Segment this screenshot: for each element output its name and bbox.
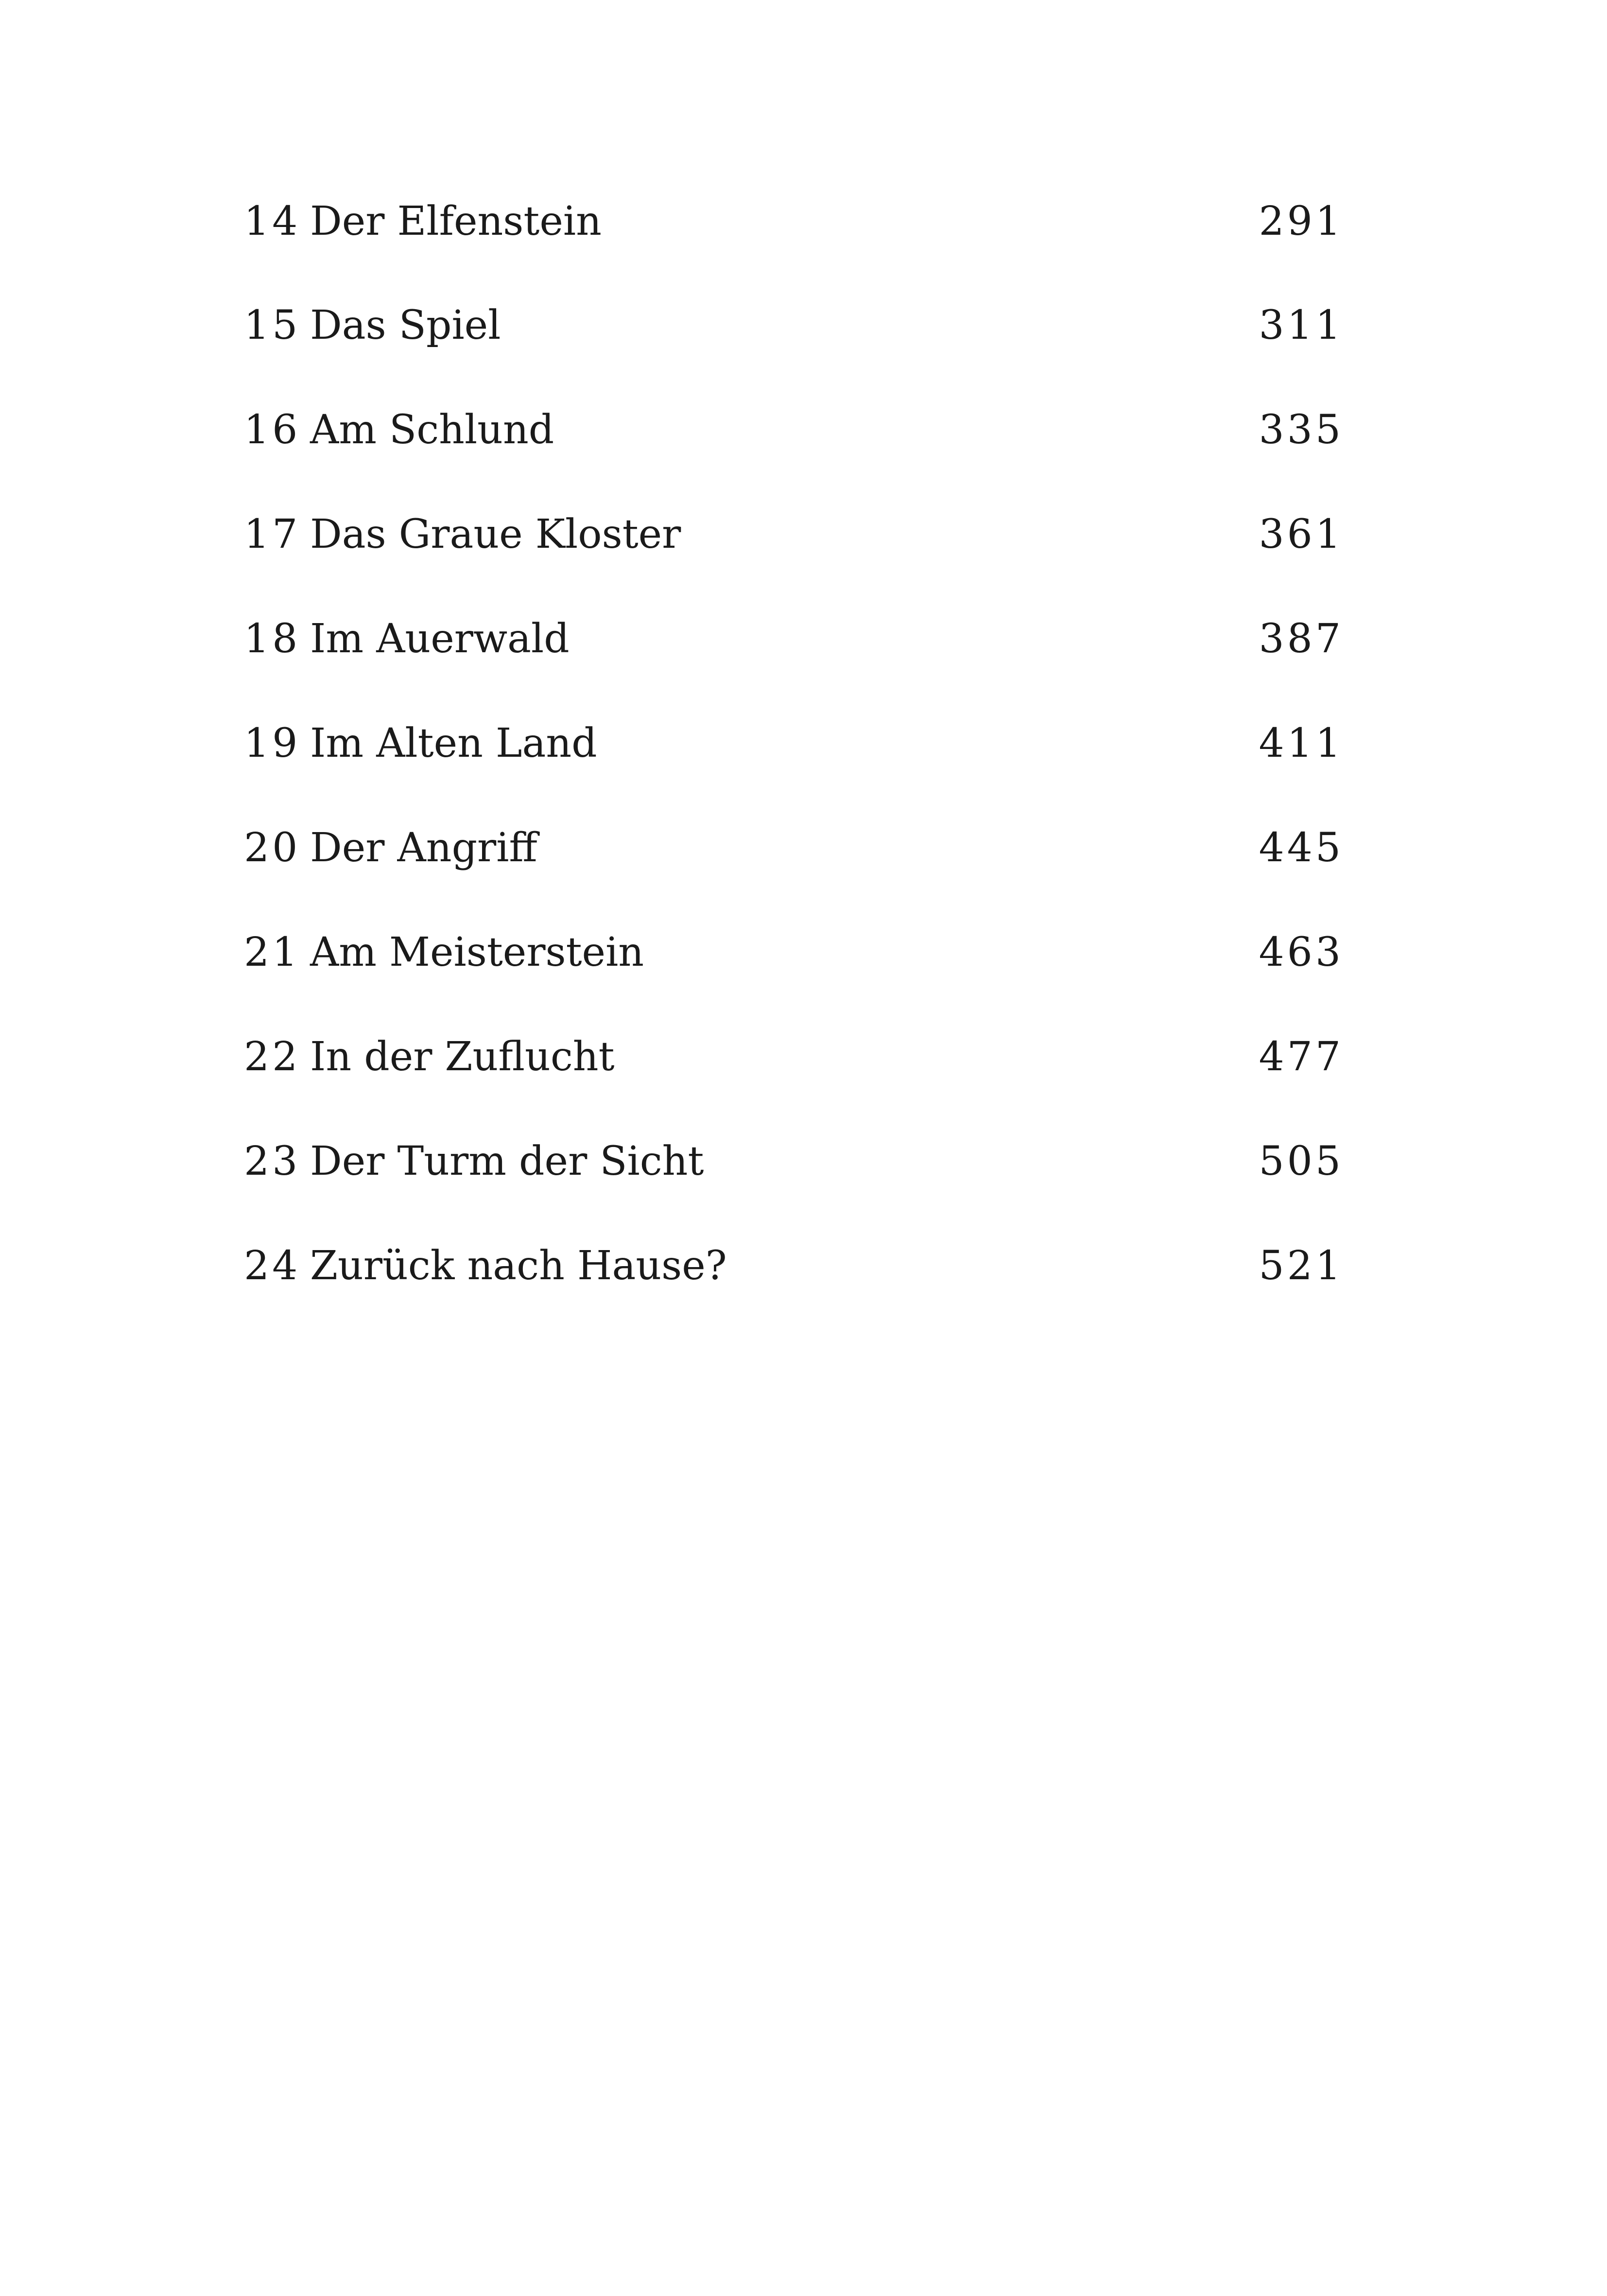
page-number: 387 <box>1259 616 1344 662</box>
toc-entry <box>0 1237 1607 1315</box>
chapter-number: 16 <box>244 407 301 453</box>
page-number: 505 <box>1259 1138 1344 1184</box>
toc-entry <box>0 1132 1607 1210</box>
toc-entry <box>0 923 1607 1001</box>
chapter-number: 22 <box>244 1034 301 1080</box>
page-number: 291 <box>1259 198 1344 244</box>
toc-entry <box>0 1028 1607 1106</box>
chapter-number: 19 <box>244 720 301 766</box>
toc-entry <box>0 610 1607 688</box>
toc-entry <box>0 819 1607 897</box>
page-number: 445 <box>1259 825 1344 871</box>
toc-entry <box>0 401 1607 479</box>
page-number: 361 <box>1259 511 1344 557</box>
page-number: 463 <box>1259 929 1344 975</box>
toc-entry <box>0 296 1607 374</box>
chapter-number: 17 <box>244 511 301 557</box>
page-number: 411 <box>1259 720 1344 766</box>
toc-entry <box>0 714 1607 792</box>
chapter-title: Das Graue Kloster <box>310 511 681 557</box>
chapter-title: Der Elfenstein <box>310 198 602 244</box>
chapter-title: Der Angriff <box>310 825 537 871</box>
chapter-number: 20 <box>244 825 301 871</box>
chapter-number: 23 <box>244 1138 301 1184</box>
chapter-number: 21 <box>244 929 301 975</box>
chapter-number: 18 <box>244 616 301 662</box>
chapter-title: Das Spiel <box>310 302 501 348</box>
page-number: 477 <box>1259 1034 1344 1080</box>
page-number: 335 <box>1259 407 1344 453</box>
chapter-number: 14 <box>244 198 301 244</box>
toc-entry <box>0 505 1607 583</box>
chapter-title: Im Alten Land <box>310 720 597 766</box>
chapter-title: Am Schlund <box>310 407 554 453</box>
chapter-title: Der Turm der Sicht <box>310 1138 704 1184</box>
chapter-title: Zurück nach Hause? <box>310 1243 727 1289</box>
chapter-number: 15 <box>244 302 301 348</box>
toc-entry <box>0 192 1607 270</box>
chapter-title: Am Meisterstein <box>310 929 644 975</box>
page-number: 311 <box>1259 302 1344 348</box>
page-number: 521 <box>1259 1243 1344 1289</box>
chapter-title: Im Auerwald <box>310 616 570 662</box>
chapter-title: In der Zuflucht <box>310 1034 615 1080</box>
chapter-number: 24 <box>244 1243 301 1289</box>
